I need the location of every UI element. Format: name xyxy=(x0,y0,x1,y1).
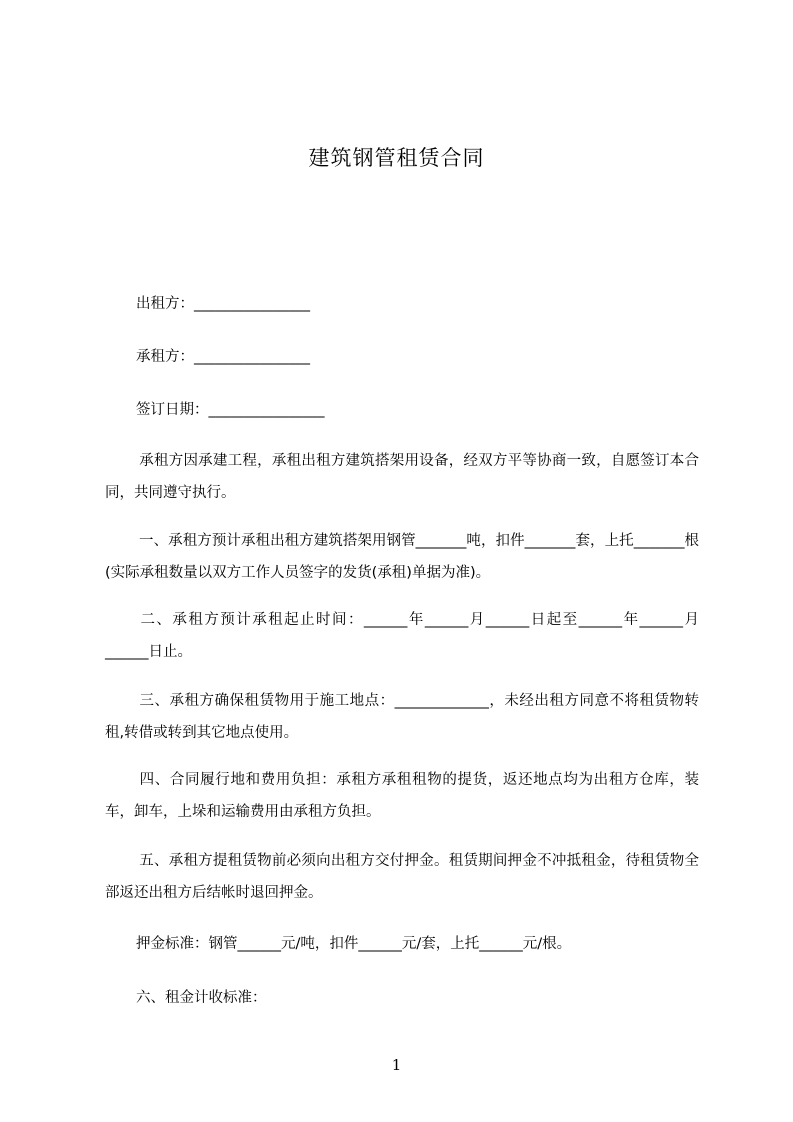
paragraph-text: 承租方因承建工程，承租出租方建筑搭架用设备，经双方平等协商一致，自愿签订本合同，共同遵守执行。 xyxy=(105,453,699,501)
paragraph-clause-5 xyxy=(105,845,699,909)
paragraph-text: 四、合同履行地和费用负担：承租方承租租物的提货，返还地点均为出租方仓库，装车，卸车，上垛和运输费用由承租方负担。 xyxy=(105,772,699,820)
page-number: 1 xyxy=(391,1056,402,1074)
paragraph-text: 二、承租方预计承租起止时间：______年______月______日起至______年______月______日止。 xyxy=(105,612,699,660)
paragraph-clause-4 xyxy=(105,764,699,828)
document-title: 建筑钢管租赁合同 xyxy=(308,146,485,170)
sign-date-line: 签订日期：________________ xyxy=(136,402,325,418)
paragraph-clause-2 xyxy=(105,604,699,668)
paragraph-text: 一、承租方预计承租出租方建筑搭架用钢管_______吨，扣件_______套，上托_______根(实际承租数量以双方工作人员签字的发货(承租)单据为准)。 xyxy=(105,533,699,581)
section-six-heading: 六、租金计收标准： xyxy=(136,990,267,1006)
lessor-line: 出租方：________________ xyxy=(136,296,310,312)
paragraph-text: 五、承租方提租赁物前必须向出租方交付押金。租赁期间押金不冲抵租金，待租赁物全部返还出租方后结帐时退回押金。 xyxy=(105,853,699,901)
paragraph-clause-3 xyxy=(105,685,699,749)
deposit-standard-line: 押金标准：钢管______元/吨，扣件______元/套，上托______元/根。 xyxy=(136,936,572,952)
paragraph-intro xyxy=(105,445,699,509)
lessee-line: 承租方：________________ xyxy=(136,349,310,365)
paragraph-clause-1 xyxy=(105,525,699,589)
paragraph-text: 三、承租方确保租赁物用于施工地点：_____________，未经出租方同意不将租赁物转租,转借或转到其它地点使用。 xyxy=(105,693,699,741)
